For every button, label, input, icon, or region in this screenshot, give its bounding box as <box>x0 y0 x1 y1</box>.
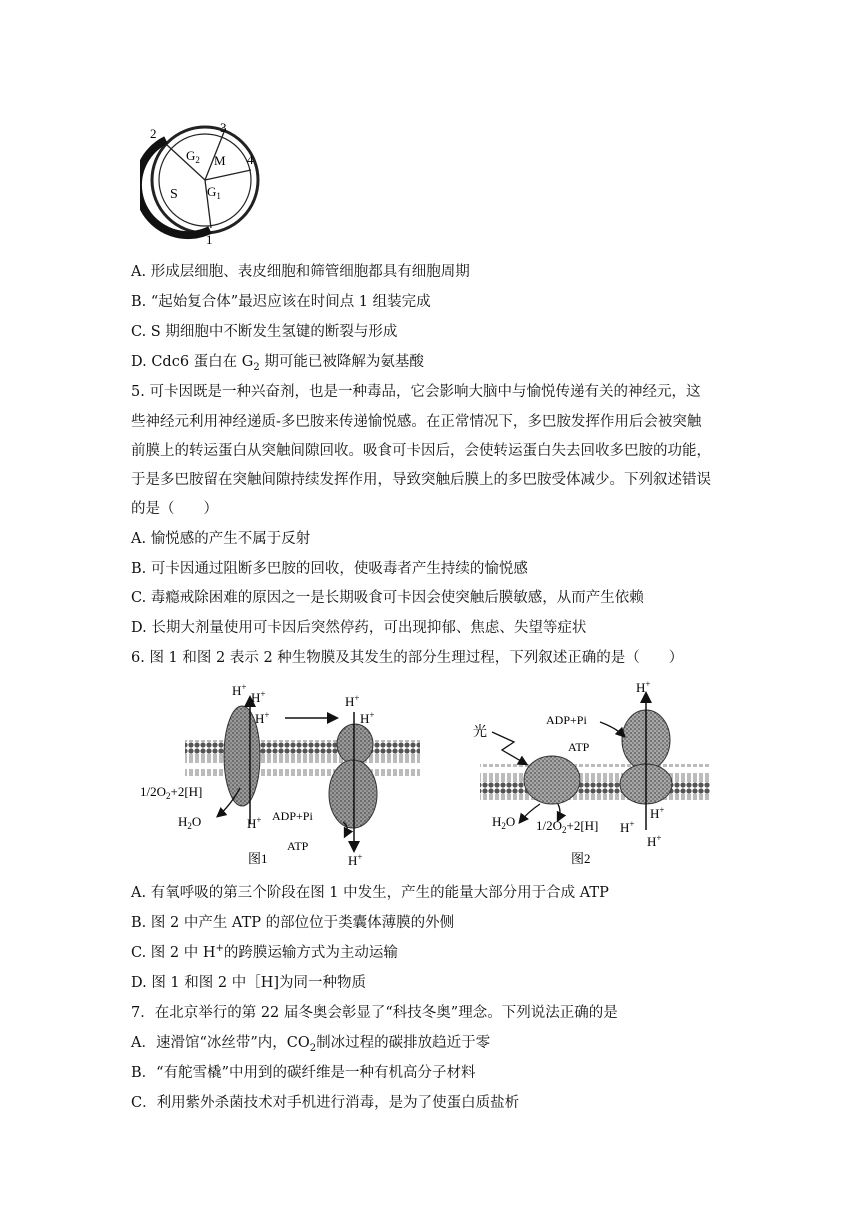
fig1-h-label-5: H+ <box>360 710 375 726</box>
q6-stem: 6. 图 1 和图 2 表示 2 种生物膜及其发生的部分生理过程，下列叙述正确的是（ ） <box>131 650 684 666</box>
q5-stem-line-2: 些神经元利用神经递质-多巴胺来传递愉悦感。在正常情况下，多巴胺发挥作用后会被突触 <box>131 414 702 430</box>
q7-option-a: A．速滑馆“冰丝带”内，$CO_2$制冰过程的碳排放趋近于零 <box>131 1035 491 1054</box>
q4-option-d: D. Cdc6 蛋白在 $G_2$ 期可能已被降解为氨基酸 <box>131 354 424 373</box>
fig2-adp-label: ADP+Pi <box>546 713 587 727</box>
fig2-h-label-3: H+ <box>650 805 665 821</box>
fig1-oxygen-label: $1/2O_2+2[H]$ <box>140 784 203 801</box>
fig1-adp-label: ADP+Pi <box>272 809 313 823</box>
fig1-h-label-3: H+ <box>255 710 270 726</box>
q7-option-c: C．利用紫外杀菌技术对手机进行消毒，是为了使蛋白质盐析 <box>131 1095 520 1111</box>
point-label-2: 2 <box>150 126 157 141</box>
figure-1-caption: 图1 <box>248 851 268 866</box>
q5-option-c: C. 毒瘾戒除困难的原因之一是长期吸食可卡因会使突触后膜敏感，从而产生依赖 <box>131 590 644 606</box>
q5-option-a: A. 愉悦感的产生不属于反射 <box>131 531 311 547</box>
q5-stem-line-4: 于是多巴胺留在突触间隙持续发挥作用，导致突触后膜上的多巴胺受体减少。下列叙述错误 <box>131 472 711 488</box>
q7-option-b: B．“有舵雪橇”中用到的碳纤维是一种有机高分子材料 <box>131 1065 476 1081</box>
fig1-h-label-6: H+ <box>247 815 262 831</box>
q5-option-b: B. 可卡因通过阻断多巴胺的回收，使吸毒者产生持续的愉悦感 <box>131 561 528 577</box>
q4-option-b: B. “起始复合体”最迟应该在时间点 1 组装完成 <box>131 294 431 310</box>
q5-stem-line-1: 5. 可卡因既是一种兴奋剂，也是一种毒品，它会影响大脑中与愉悦传递有关的神经元，这 <box>131 384 701 400</box>
fig1-h-label-2: H+ <box>251 689 266 705</box>
q6-option-b: B. 图 2 中产生 ATP 的部位位于类囊体薄膜的外侧 <box>131 915 455 931</box>
fig1-atp-label: ATP <box>287 839 309 853</box>
point-label-3: 3 <box>220 120 227 135</box>
fig2-h-label-1: H+ <box>636 680 651 695</box>
fig1-h-label-7: H+ <box>348 852 363 868</box>
fig1-water-label: $H_2O$ <box>178 814 202 831</box>
q6-option-d: D. 图 1 和图 2 中［H]为同一种物质 <box>131 975 367 991</box>
q4-option-c: C. S 期细胞中不断发生氢键的断裂与形成 <box>131 324 398 340</box>
phase-s-label: S <box>170 187 178 202</box>
q4-option-a: A. 形成层细胞、表皮细胞和筛管细胞都具有细胞周期 <box>131 264 470 280</box>
fig2-h-label-4: H+ <box>647 833 662 849</box>
fig2-h-label-2: H+ <box>620 819 635 835</box>
fig1-h-label-4: H+ <box>345 693 360 709</box>
q6-option-a: A. 有氧呼吸的第三个阶段在图 1 中发生，产生的能量大部分用于合成 ATP <box>131 885 609 901</box>
q5-stem-line-3: 前膜上的转运蛋白从突触间隙回收。吸食可卡因后，会使转运蛋白失去回收多巴胺的功能， <box>131 443 711 459</box>
figure-2-membrane <box>470 680 720 870</box>
phase-m-label: M <box>214 153 226 168</box>
fig2-atp-label: ATP <box>568 740 590 754</box>
q5-stem-line-5: 的是（ ） <box>131 501 218 517</box>
fig2-water-label: $H_2O$ <box>492 814 516 831</box>
figure-2-caption: 图2 <box>571 851 591 866</box>
q5-option-d: D. 长期大剂量使用可卡因后突然停药，可出现抑郁、焦虑、失望等症状 <box>131 620 587 636</box>
figure-1-membrane <box>140 676 430 872</box>
q7-stem: 7．在北京举行的第 22 届冬奥会彰显了“科技冬奥”理念。下列说法正确的是 <box>131 1005 618 1021</box>
fig1-h-label-1: H+ <box>232 682 247 698</box>
phase-g2-label: $G_2$ <box>186 148 200 165</box>
phase-g1-label: $G_1$ <box>207 184 221 201</box>
fig2-oxygen-label: $1/2O_2+2[H]$ <box>536 818 599 835</box>
point-label-4: 4 <box>247 152 254 167</box>
q6-option-c: C. 图 2 中 H+的跨膜运输方式为主动运输 <box>131 943 398 961</box>
point-label-1: 1 <box>206 232 213 247</box>
fig2-light-label: 光 <box>473 725 487 740</box>
cell-cycle-figure <box>140 118 270 248</box>
